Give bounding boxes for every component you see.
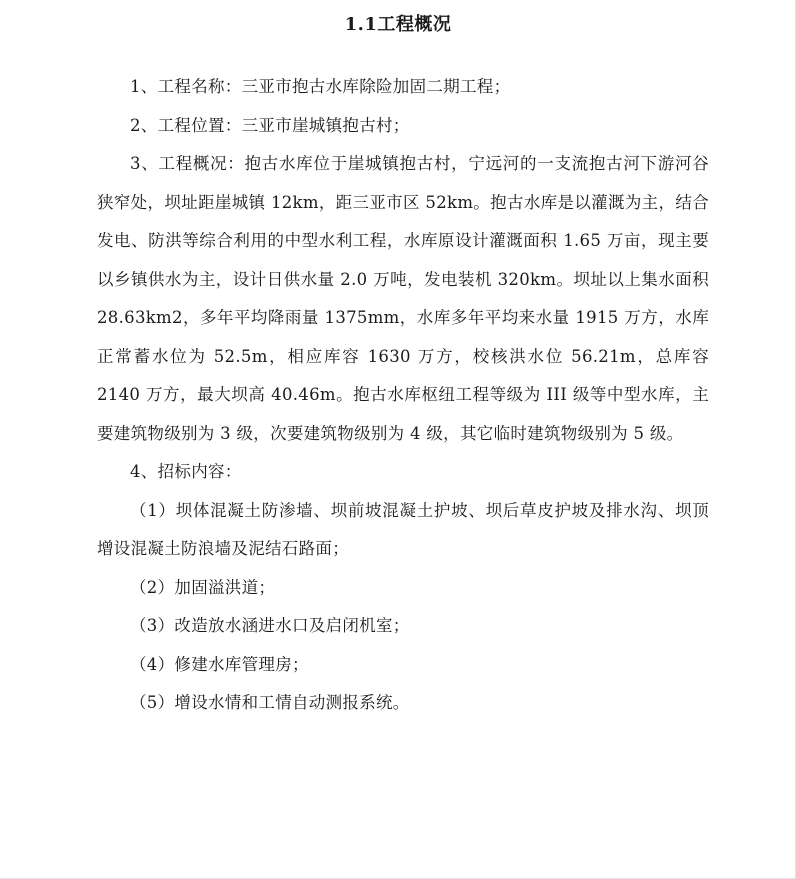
list-item-3: （3）改造放水涵进水口及启闭机室；: [130, 616, 410, 635]
list-item-5: （5）增设水情和工情自动测报系统。: [130, 693, 410, 712]
section-title: 1.1工程概况: [344, 14, 452, 35]
paragraph-tender-content: 4、招标内容：: [130, 462, 242, 481]
list-item-2: （2）加固溢洪道；: [130, 577, 276, 597]
document-body: [97, 68, 709, 723]
paragraph-project-name: 1、工程名称：三亚市抱古水库除险加固二期工程；: [130, 77, 511, 96]
list-item-1: （1）坝体混凝土防渗墙、坝前坡混凝土护坡、坝后草皮护坡及排水沟、坝顶增设混凝土防浪墙及泥结石路面；: [97, 500, 709, 558]
list-item-4: （4）修建水库管理房；: [130, 654, 309, 674]
paragraph-project-overview: 3、工程概况：抱古水库位于崖城镇抱古村，宁远河的一支流抱古河下游河谷狭窄处，坝址距崖城镇 12km，距三亚市区 52km。抱古水库是以灌溉为主，结合发电、防洪等综合利用的中型水利工程，水库原设计灌溉面积 1.65 万亩，现主要以乡镇供水为主，设计日供水量 2.0 万吨，发电装机 320km。坝址以上集水面积 28.63km2，多年平均降雨量 1375mm，水库多年平均来水量 1915 万方，水库正常蓄水位为 52.5m，相应库容 1630 万方，校核洪水位 56.21m，总库容 2140 万方，最大坝高 40.46m。抱古水库枢纽工程等级为 III 级等中型水库，主要建筑物级别为 3 级，次要建筑物级别为 4 级，其它临时建筑物级别为 5 级。: [97, 154, 709, 443]
paragraph-project-location: 2、工程位置：三亚市崖城镇抱古村；: [130, 115, 410, 135]
